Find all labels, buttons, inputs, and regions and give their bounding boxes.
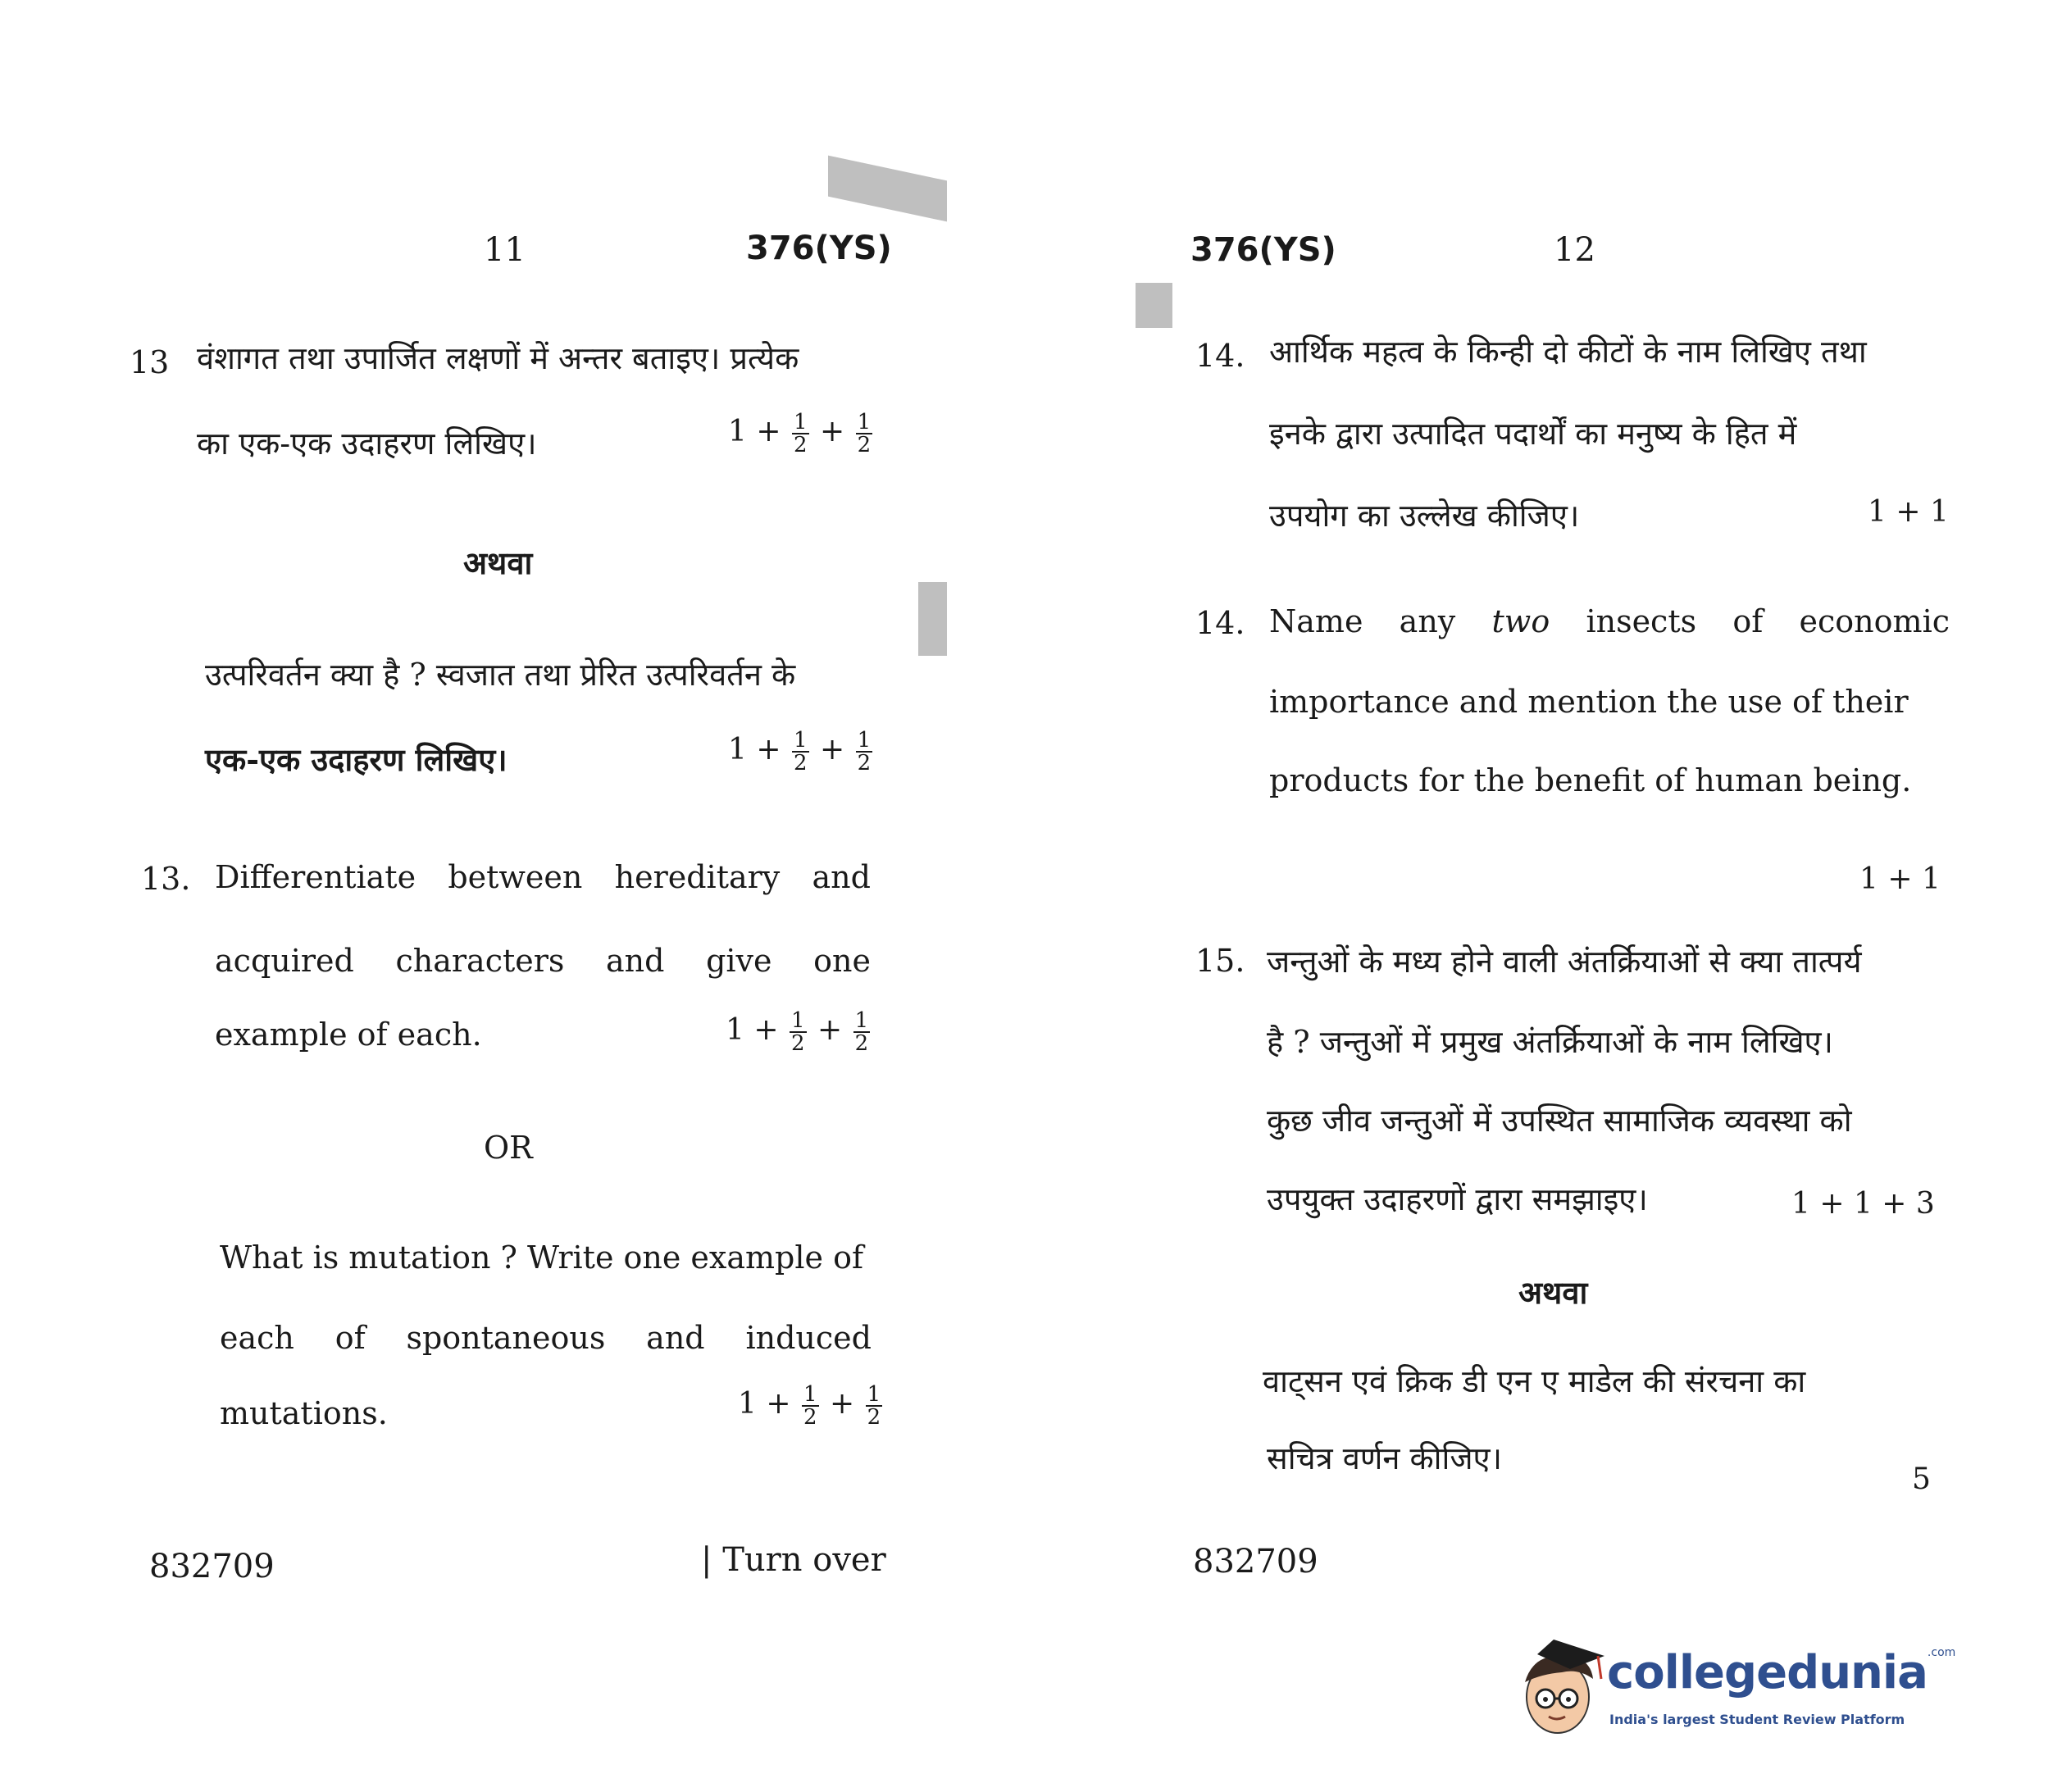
question-text: Differentiate between hereditary and bbox=[215, 859, 871, 895]
question-text: वंशागत तथा उपार्जित लक्षणों में अन्तर बताइए। प्रत्येक bbox=[197, 340, 799, 376]
fraction bbox=[790, 1010, 807, 1054]
question-text: जन्तुओं के मध्य होने वाली अंतर्क्रियाओं से क्या तात्पर्य bbox=[1267, 944, 1862, 980]
marks: 1 + 1 bbox=[1868, 495, 1949, 529]
fraction-numerator: 1 bbox=[793, 728, 808, 753]
question-text: एक-एक उदाहरण लिखिए। bbox=[205, 741, 508, 778]
marks: 1 + $\frac{1}{2}$ + $\frac{1}{2}$ bbox=[728, 410, 872, 457]
question-text: कुछ जीव जन्तुओं में उपस्थित सामाजिक व्यवस्था को bbox=[1267, 1103, 1852, 1139]
question-text: mutations. bbox=[220, 1395, 388, 1431]
or-separator: अथवा bbox=[1518, 1274, 1588, 1311]
fraction-denominator: 2 bbox=[790, 1031, 805, 1056]
fraction-numerator: 1 bbox=[803, 1382, 817, 1407]
fraction-numerator: 1 bbox=[793, 410, 808, 434]
question-text: What is mutation ? Write one example of bbox=[220, 1239, 864, 1276]
fraction-numerator: 1 bbox=[867, 1382, 881, 1407]
fraction bbox=[856, 412, 873, 456]
fraction-denominator: 2 bbox=[854, 1031, 869, 1056]
fraction-denominator: 2 bbox=[793, 433, 808, 457]
fraction-numerator: 1 bbox=[857, 410, 872, 434]
fraction-denominator: 2 bbox=[867, 1405, 881, 1430]
fraction bbox=[856, 730, 873, 774]
marks: 1 + $\frac{1}{2}$ + $\frac{1}{2}$ bbox=[728, 728, 872, 775]
question-text: उत्परिवर्तन क्या है ? स्वजात तथा प्रेरित उत्परिवर्तन के bbox=[205, 657, 796, 693]
marks: 1 + 1 + 3 bbox=[1791, 1187, 1935, 1221]
scan-smudge bbox=[1136, 283, 1172, 328]
question-text: example of each. bbox=[215, 1017, 482, 1053]
paper-code: 376(YS) bbox=[746, 230, 892, 267]
footer-code: 832709 bbox=[1193, 1543, 1318, 1581]
question-text: importance and mention the use of their bbox=[1269, 684, 1909, 720]
paper-code: 376(YS) bbox=[1190, 231, 1336, 269]
mascot-icon bbox=[1513, 1631, 1611, 1746]
fraction-denominator: 2 bbox=[857, 751, 872, 775]
fraction-numerator: 1 bbox=[857, 728, 872, 753]
fraction bbox=[866, 1384, 883, 1428]
question-text: उपयोग का उल्लेख कीजिए। bbox=[1269, 498, 1580, 534]
brand-logo[interactable] bbox=[1513, 1631, 1956, 1746]
fraction bbox=[853, 1010, 871, 1054]
question-number: 13 bbox=[130, 344, 170, 380]
question-text: उपयुक्त उदाहरणों द्वारा समझाइए। bbox=[1267, 1181, 1648, 1217]
brand-tagline: India's largest Student Review Platform bbox=[1609, 1712, 1905, 1727]
question-text: है ? जन्तुओं में प्रमुख अंतर्क्रियाओं के नाम लिखिए। bbox=[1267, 1024, 1833, 1060]
fraction bbox=[792, 730, 809, 774]
turn-over: | Turn over bbox=[701, 1541, 886, 1579]
question-text: का एक-एक उदाहरण लिखिए। bbox=[197, 425, 537, 462]
marks-whole: 1 + bbox=[726, 1013, 779, 1047]
footer-code: 832709 bbox=[149, 1548, 275, 1585]
marks-whole: 1 + bbox=[728, 415, 781, 448]
question-text: वाट्सन एवं क्रिक डी एन ए माडेल की संरचना का bbox=[1263, 1363, 1806, 1399]
fraction bbox=[792, 412, 809, 456]
marks: 5 bbox=[1912, 1462, 1931, 1496]
marks: 1 + $\frac{1}{2}$ + $\frac{1}{2}$ bbox=[726, 1008, 869, 1056]
scan-smudge bbox=[918, 582, 947, 656]
or-separator: अथवा bbox=[463, 544, 533, 581]
scan-smudge bbox=[828, 156, 947, 222]
question-text: इनके द्वारा उत्पादित पदार्थों का मनुष्य के हित में bbox=[1269, 416, 1797, 452]
question-text: each of spontaneous and induced bbox=[220, 1320, 872, 1356]
fraction-denominator: 2 bbox=[803, 1405, 817, 1430]
question-number: 14. bbox=[1195, 605, 1245, 641]
question-number: 15. bbox=[1195, 943, 1245, 979]
brand-name: collegedunia bbox=[1607, 1646, 1928, 1699]
question-text: आर्थिक महत्व के किन्ही दो कीटों के नाम लिखिए तथा bbox=[1269, 334, 1867, 370]
fraction-denominator: 2 bbox=[857, 433, 872, 457]
question-text: सचित्र वर्णन कीजिए। bbox=[1267, 1440, 1502, 1476]
question-text: acquired characters and give one bbox=[215, 943, 871, 979]
or-separator: OR bbox=[484, 1130, 533, 1166]
marks: 1 + $\frac{1}{2}$ + $\frac{1}{2}$ bbox=[738, 1382, 881, 1430]
marks-whole: 1 + bbox=[738, 1387, 791, 1421]
fraction-numerator: 1 bbox=[790, 1008, 805, 1033]
question-number: 14. bbox=[1195, 338, 1245, 374]
question-text: products for the benefit of human being. bbox=[1269, 762, 1912, 798]
brand-suffix: .com bbox=[1927, 1646, 1956, 1659]
question-number: 13. bbox=[141, 861, 191, 897]
question-text: Name any two insects of economic bbox=[1269, 603, 1950, 639]
page-number: 11 bbox=[484, 231, 526, 269]
marks-whole: 1 + bbox=[728, 733, 781, 766]
marks: 1 + 1 bbox=[1859, 862, 1941, 896]
fraction-numerator: 1 bbox=[854, 1008, 869, 1033]
fraction-denominator: 2 bbox=[793, 751, 808, 775]
page-number: 12 bbox=[1554, 231, 1595, 269]
fraction bbox=[802, 1384, 819, 1428]
